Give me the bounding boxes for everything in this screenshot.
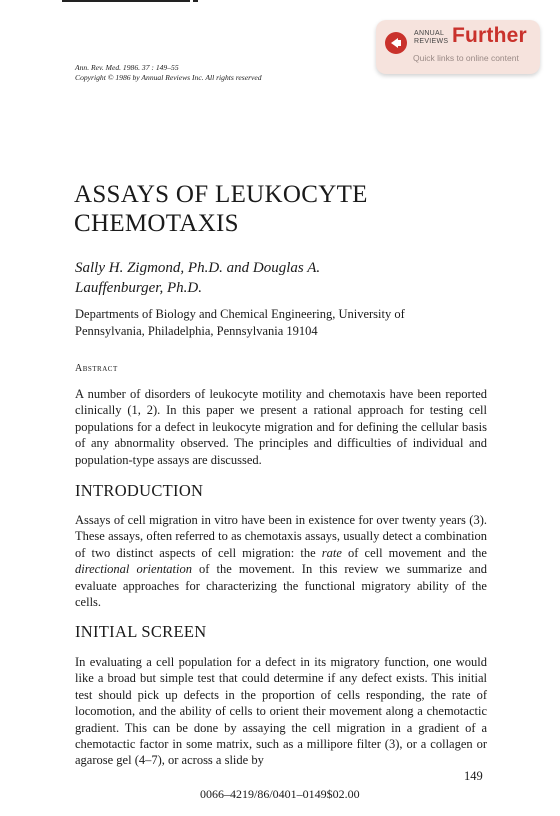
abstract-paragraph: A number of disorders of leukocyte motility and chemotaxis have been reported clinically (1, 2). In this paper we present a rational approach for testing cell populations for a defect in leukocyte migration and for defining the cellular basis of any abnormality observed. The principles and difficulties of individual and population-type assays are discussed. [75, 387, 487, 467]
top-rule-tick [193, 0, 198, 2]
article-title [74, 180, 494, 238]
intro-text-part-3: of the movement. In this review we summarize and evaluate approaches for characterizing the functional migratory ability of the cells. [75, 562, 487, 610]
intro-emphasis-directional: directional orientation [75, 562, 192, 577]
authors-line-2: Lauffenburger, Ph.D. [75, 280, 202, 296]
affiliation-line-2: Pennsylvania, Philadelphia, Pennsylvania 19104 [75, 324, 318, 338]
annual-label: ANNUAL [414, 30, 445, 37]
reviews-label: REVIEWS [414, 38, 449, 45]
intro-text-part-1: Assays of cell migration in vitro have been in existence for over twenty years (3). These assays, often referred to as chemotaxis assays, usually detect a combination of two distinct aspects of cell migration: the [75, 513, 487, 560]
initial-screen-heading: INITIAL SCREEN [75, 622, 207, 641]
introduction-heading: INTRODUCTION [75, 481, 204, 500]
citation-line-2: Copyright © 1986 by Annual Reviews Inc. All rights reserved [75, 73, 262, 82]
journal-citation [75, 63, 262, 83]
title-line-2: CHEMOTAXIS [74, 210, 239, 237]
top-rule [62, 0, 190, 2]
page-number: 149 [464, 769, 483, 783]
speaker-arrow-icon [385, 32, 407, 54]
further-label: Further [452, 24, 527, 47]
intro-text-part-2: of cell movement and the [341, 545, 487, 560]
citation-line-1: Ann. Rev. Med. 1986. 37 : 149–55 [75, 63, 179, 72]
article-authors [75, 258, 375, 298]
authors-line-1: Sally H. Zigmond, Ph.D. and Douglas A. [75, 260, 321, 276]
further-banner-link[interactable] [376, 20, 540, 74]
intro-emphasis-rate: rate [321, 545, 342, 560]
further-subtitle: Quick links to online content [413, 53, 519, 63]
initial-screen-paragraph: In evaluating a cell population for a defect in its migratory function, one would like a broad but simple test that could determine if any defect exists. This initial test should pick up defects in the proportion of cells responding, the rate of locomotion, and the ability of cells to orient their movement along a chemotactic gradient. This can be done by assaying the cell migration in a gradient of a chemotactic factor in some matrix, such as a millipore filter (3), or a collagen or agarose gel (4–7), or across a slide by [75, 655, 487, 768]
article-code: 0066–4219/86/0401–0149$02.00 [200, 787, 360, 801]
annual-reviews-wordmark [414, 30, 448, 46]
affiliation-line-1: Departments of Biology and Chemical Engineering, University of [75, 307, 405, 321]
introduction-paragraph [75, 512, 487, 610]
author-affiliation [75, 306, 495, 340]
title-line-1: ASSAYS OF LEUKOCYTE [74, 181, 368, 208]
abstract-heading: Abstract [75, 363, 118, 374]
